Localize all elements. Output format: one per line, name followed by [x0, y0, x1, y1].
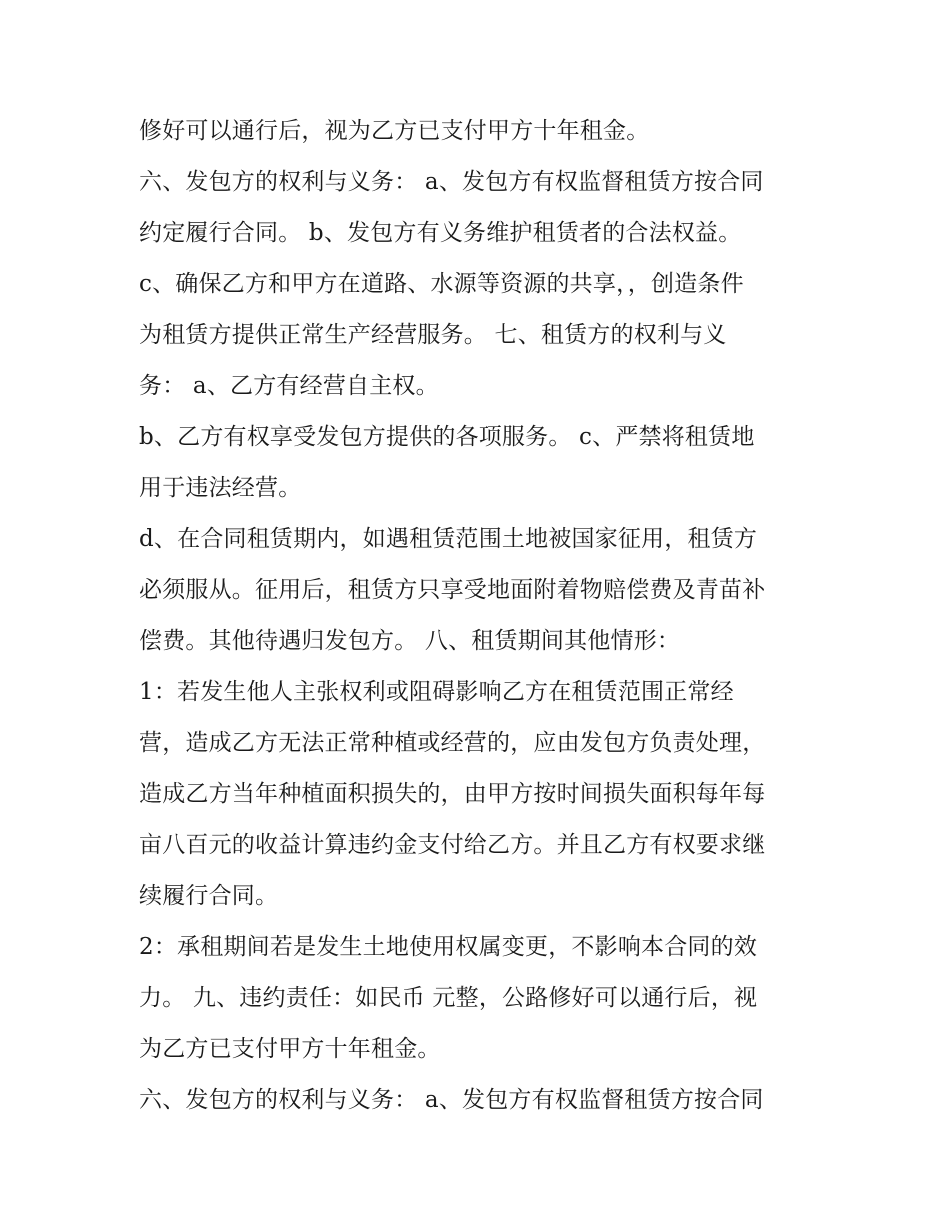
- text-line-18: 力。 九、违约责任：如民币 元整，公路修好可以通行后，视: [139, 985, 758, 1011]
- text-line-20: 六、发包方的权利与义务： a、发包方有权监督租赁方按合同: [139, 1087, 764, 1113]
- text-line-2: 六、发包方的权利与义务： a、发包方有权监督租赁方按合同: [139, 169, 764, 195]
- text-line-11: 偿费。其他待遇归发包方。 八、租赁期间其他情形：: [139, 628, 681, 654]
- text-line-13: 营，造成乙方无法正常种植或经营的，应由发包方负责处理，: [139, 730, 766, 756]
- text-line-15: 亩八百元的收益计算违约金支付给乙方。并且乙方有权要求继: [139, 832, 766, 858]
- text-line-19: 为乙方已支付甲方十年租金。: [139, 1036, 441, 1062]
- text-line-9: d、在合同租赁期内，如遇租赁范围土地被国家征用，租赁方: [139, 526, 758, 552]
- text-line-14: 造成乙方当年种植面积损失的，由甲方按时间损失面积每年每: [139, 781, 766, 807]
- text-line-3: 约定履行合同。 b、发包方有义务维护租赁者的合法权益。: [139, 220, 742, 246]
- text-line-1: 修好可以通行后，视为乙方已支付甲方十年租金。: [139, 118, 650, 144]
- text-line-16: 续履行合同。: [139, 883, 279, 909]
- text-line-17: 2：承租期间若是发生土地使用权属变更，不影响本合同的效: [139, 934, 758, 960]
- text-line-12: 1：若发生他人主张权利或阻碍影响乙方在租赁范围正常经: [139, 679, 734, 705]
- contract-text-body: [139, 106, 829, 1126]
- text-line-4: c、确保乙方和甲方在道路、水源等资源的共享，，创造条件: [139, 271, 744, 297]
- text-line-8: 用于违法经营。: [139, 475, 302, 501]
- text-line-7: b、乙方有权享受发包方提供的各项服务。 c、严禁将租赁地: [139, 424, 755, 450]
- text-line-6: 务： a、乙方有经营自主权。: [139, 373, 439, 399]
- text-line-5: 为租赁方提供正常生产经营服务。 七、租赁方的权利与义: [139, 322, 727, 348]
- text-line-10: 必须服从。征用后，租赁方只享受地面附着物赔偿费及青苗补: [139, 577, 766, 603]
